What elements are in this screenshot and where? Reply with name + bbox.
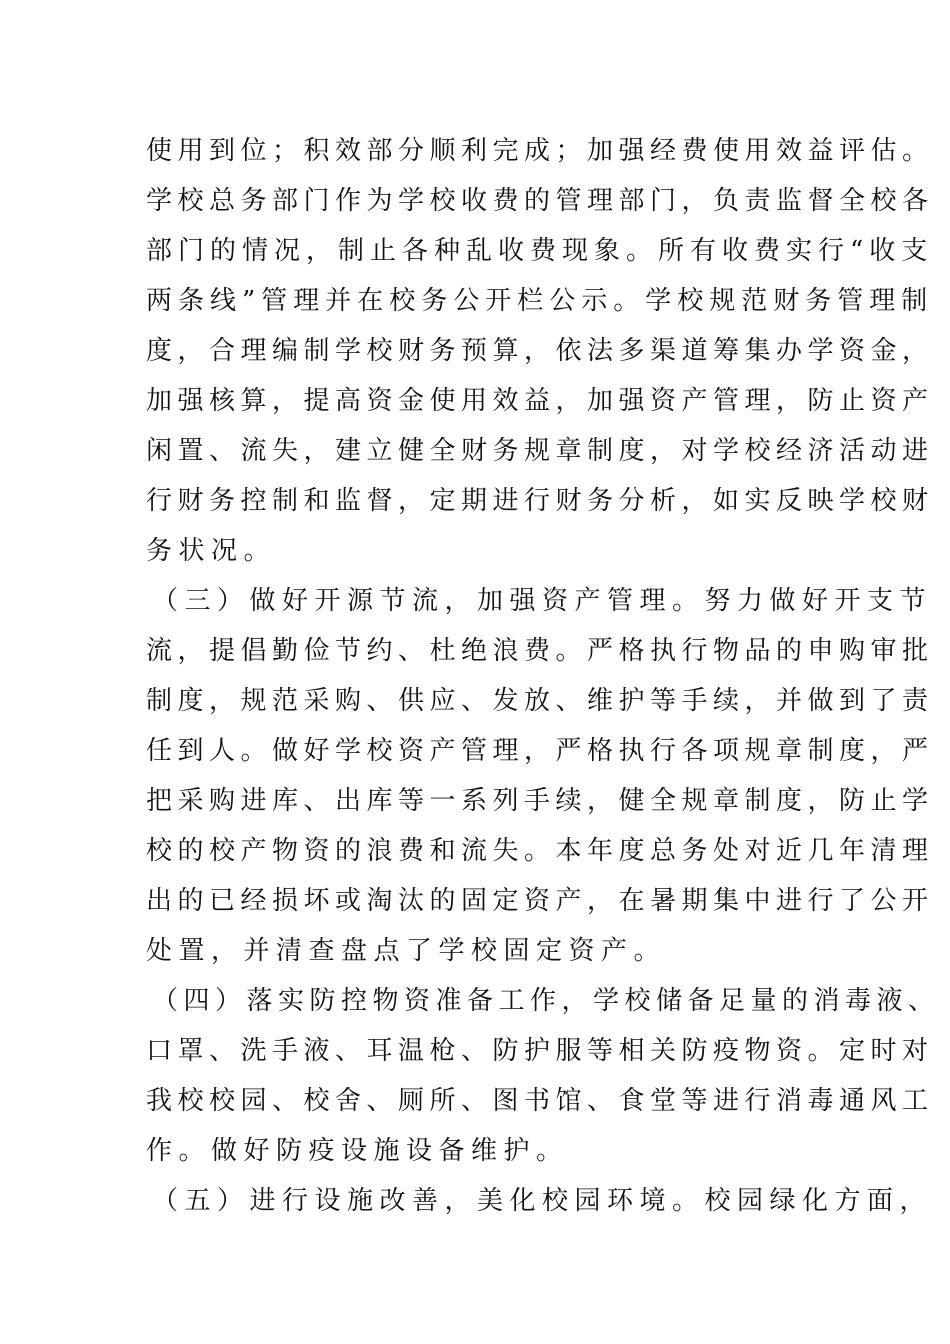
text-line: 加强核算，提高资金使用效益，加强资产管理，防止资产 — [146, 386, 934, 416]
paragraph-start-line: （五）进行设施改善，美化校园环境。校园绿化方面， — [152, 1186, 933, 1216]
text-line: 口罩、洗手液、耳温枪、防护服等相关防疫物资。定时对 — [146, 1036, 934, 1066]
text-line: 制度，规范采购、供应、发放、维护等手续，并做到了责 — [146, 686, 934, 716]
paragraph-start-line: （四）落实防控物资准备工作，学校储备足量的消毒液、 — [152, 986, 940, 1016]
text-line: 使用到位；积效部分顺利完成；加强经费使用效益评估。 — [146, 136, 934, 166]
text-line: 度，合理编制学校财务预算，依法多渠道筹集办学资金， — [146, 336, 934, 366]
text-line: 行财务控制和监督，定期进行财务分析，如实反映学校财 — [146, 486, 934, 516]
text-line: 闲置、流失，建立健全财务规章制度，对学校经济活动进 — [146, 436, 934, 466]
text-line: 我校校园、校舍、厕所、图书馆、食堂等进行消毒通风工 — [146, 1086, 934, 1116]
paragraph-start-line: （三）做好开源节流，加强资产管理。努力做好开支节 — [152, 586, 933, 616]
text-line: 把采购进库、出库等一系列手续，健全规章制度，防止学 — [146, 786, 934, 816]
text-line: 处置，并清查盘点了学校固定资产。 — [146, 936, 667, 966]
text-line: 校的校产物资的浪费和流失。本年度总务处对近几年清理 — [146, 836, 934, 866]
text-line: 任到人。做好学校资产管理，严格执行各项规章制度，严 — [146, 736, 934, 766]
text-line: 流，提倡勤俭节约、杜绝浪费。严格执行物品的申购审批 — [146, 636, 934, 666]
text-line: 作。做好防疫设施设备维护。 — [146, 1136, 569, 1166]
text-line: 两条线”管理并在校务公开栏公示。学校规范财务管理制 — [146, 286, 934, 316]
text-line: 务状况。 — [146, 536, 277, 566]
text-line: 部门的情况，制止各种乱收费现象。所有收费实行“收支 — [146, 236, 934, 266]
text-line: 出的已经损坏或淘汰的固定资产，在暑期集中进行了公开 — [146, 886, 934, 916]
text-line: 学校总务部门作为学校收费的管理部门，负责监督全校各 — [146, 186, 934, 216]
